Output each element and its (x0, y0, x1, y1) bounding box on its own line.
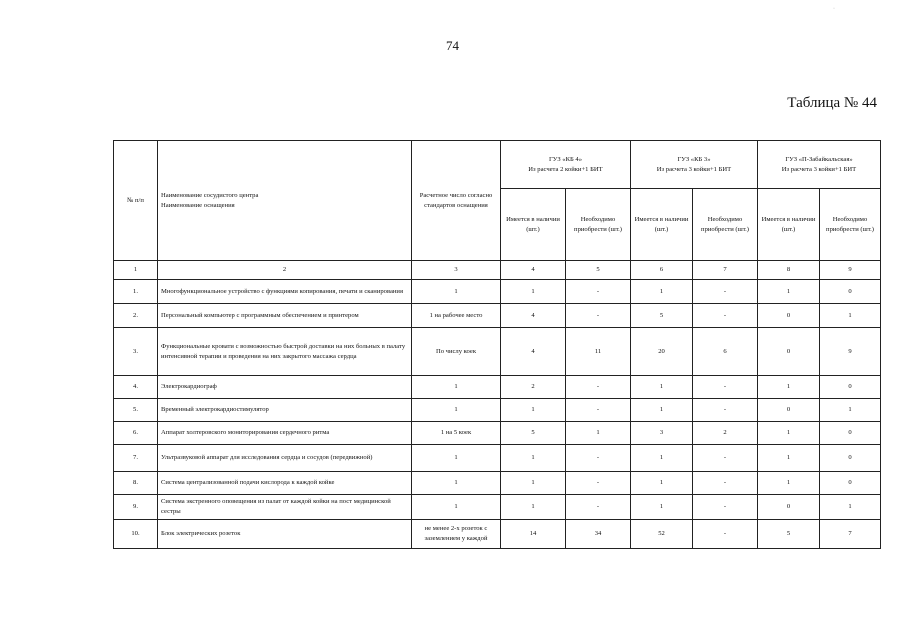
table-row (114, 422, 881, 445)
col-number: 8 (758, 261, 820, 280)
standard-quantity: 1 (412, 280, 501, 304)
standard-quantity: 1 (412, 472, 501, 495)
col-number: 2 (158, 261, 412, 280)
available-count: 1 (758, 280, 820, 304)
to-purchase-count: 0 (820, 376, 881, 399)
group-title: ГУЗ «П-Забайкальская» (785, 155, 853, 163)
to-purchase-count: 1 (820, 399, 881, 422)
standard-quantity: По числу коек (412, 328, 501, 376)
row-number: 4. (114, 376, 158, 399)
standard-quantity: 1 (412, 399, 501, 422)
standard-quantity: 1 (412, 445, 501, 472)
available-count: 5 (501, 422, 566, 445)
col-number: 7 (693, 261, 758, 280)
header-row-groups (114, 141, 881, 189)
col-number: 6 (631, 261, 693, 280)
table-row (114, 280, 881, 304)
available-count: 1 (631, 445, 693, 472)
header-need: Необходимо приобрести (шт.) (820, 189, 881, 261)
to-purchase-count: 0 (820, 422, 881, 445)
to-purchase-count: 0 (820, 472, 881, 495)
available-count: 4 (501, 328, 566, 376)
available-count: 14 (501, 520, 566, 549)
header-calc: Расчетное число согласно стандартов оснащения (412, 141, 501, 261)
standard-quantity: не менее 2-х розеток с заземлением у каждой (412, 520, 501, 549)
standard-quantity: 1 (412, 495, 501, 520)
to-purchase-count: 1 (820, 304, 881, 328)
available-count: 1 (501, 399, 566, 422)
table-row (114, 304, 881, 328)
to-purchase-count: 7 (820, 520, 881, 549)
to-purchase-count: - (693, 304, 758, 328)
available-count: 1 (758, 445, 820, 472)
to-purchase-count: 1 (566, 422, 631, 445)
available-count: 0 (758, 399, 820, 422)
to-purchase-count: - (693, 495, 758, 520)
column-numbers-row (114, 261, 881, 280)
col-number: 1 (114, 261, 158, 280)
to-purchase-count: - (566, 472, 631, 495)
equipment-name: Электрокардиограф (158, 376, 412, 399)
header-have: Имеется в наличии (шт.) (501, 189, 566, 261)
equipment-name: Аппарат холтеровского мониторирования сердечного ритма (158, 422, 412, 445)
header-name-line2: Наименование оснащения (161, 201, 235, 209)
available-count: 5 (758, 520, 820, 549)
header-group-kb3 (631, 141, 758, 189)
to-purchase-count: 1 (820, 495, 881, 520)
table-row (114, 399, 881, 422)
available-count: 1 (501, 495, 566, 520)
available-count: 1 (758, 472, 820, 495)
to-purchase-count: 34 (566, 520, 631, 549)
group-sub: Из расчета 2 койки+1 БИТ (528, 165, 603, 173)
to-purchase-count: - (566, 376, 631, 399)
equipment-name: Временный электрокардиостимулятор (158, 399, 412, 422)
group-title: ГУЗ «КБ 4» (548, 155, 583, 163)
row-number: 9. (114, 495, 158, 520)
row-number: 1. (114, 280, 158, 304)
available-count: 1 (631, 472, 693, 495)
row-number: 2. (114, 304, 158, 328)
table-row (114, 472, 881, 495)
to-purchase-count: - (566, 399, 631, 422)
to-purchase-count: 9 (820, 328, 881, 376)
available-count: 20 (631, 328, 693, 376)
group-title: ГУЗ «КБ 3» (677, 155, 711, 163)
to-purchase-count: - (693, 399, 758, 422)
row-number: 10. (114, 520, 158, 549)
equipment-name: Система централизованной подачи кислорода к каждой койке (158, 472, 412, 495)
table-row (114, 520, 881, 549)
to-purchase-count: - (693, 520, 758, 549)
header-have: Имеется в наличии (шт.) (631, 189, 693, 261)
to-purchase-count: - (693, 445, 758, 472)
available-count: 5 (631, 304, 693, 328)
to-purchase-count: 0 (820, 445, 881, 472)
to-purchase-count: 11 (566, 328, 631, 376)
header-need: Необходимо приобрести (шт.) (693, 189, 758, 261)
to-purchase-count: 2 (693, 422, 758, 445)
header-group-pzab (758, 141, 881, 189)
to-purchase-count: - (566, 445, 631, 472)
header-num: № п/п (114, 141, 158, 261)
available-count: 3 (631, 422, 693, 445)
available-count: 1 (758, 376, 820, 399)
row-number: 6. (114, 422, 158, 445)
header-name-line1: Наименование сосудистого центра (161, 191, 259, 199)
to-purchase-count: 6 (693, 328, 758, 376)
standard-quantity: 1 на 5 коек (412, 422, 501, 445)
to-purchase-count: 0 (820, 280, 881, 304)
header-name (158, 141, 412, 261)
available-count: 1 (631, 399, 693, 422)
row-number: 5. (114, 399, 158, 422)
available-count: 1 (501, 280, 566, 304)
equipment-name: Ультразвуковой аппарат для исследования сердца и сосудов (передвижной) (158, 445, 412, 472)
standard-quantity: 1 на рабочее место (412, 304, 501, 328)
to-purchase-count: - (693, 472, 758, 495)
corner-mark: · (833, 6, 835, 12)
to-purchase-count: - (566, 304, 631, 328)
equipment-name: Система экстренного оповещения из палат от каждой койки на пост медицинской сестры (158, 495, 412, 520)
table-title: Таблица № 44 (787, 95, 877, 111)
available-count: 1 (631, 280, 693, 304)
table-row (114, 495, 881, 520)
table-row (114, 445, 881, 472)
available-count: 2 (501, 376, 566, 399)
to-purchase-count: - (566, 495, 631, 520)
table-row (114, 376, 881, 399)
available-count: 0 (758, 328, 820, 376)
row-number: 8. (114, 472, 158, 495)
equipment-name: Функциональные кровати с возможностью быстрой доставки на них больных в палату интенсивной терапии и проведения на них закрытого массажа сердца (158, 328, 412, 376)
group-sub: Из расчета 3 койки+1 БИТ (781, 165, 857, 173)
available-count: 0 (758, 304, 820, 328)
available-count: 1 (501, 445, 566, 472)
to-purchase-count: - (693, 280, 758, 304)
available-count: 52 (631, 520, 693, 549)
equipment-table (113, 140, 881, 549)
table-row (114, 328, 881, 376)
page-number: 74 (446, 38, 459, 53)
equipment-name: Многофункциональное устройство с функциями копирования, печати и сканирования (158, 280, 412, 304)
available-count: 1 (631, 376, 693, 399)
header-group-kb4 (501, 141, 631, 189)
col-number: 5 (566, 261, 631, 280)
equipment-name: Блок электрических розеток (158, 520, 412, 549)
row-number: 7. (114, 445, 158, 472)
header-need: Необходимо приобрести (шт.) (566, 189, 631, 261)
header-have: Имеется в наличии (шт.) (758, 189, 820, 261)
to-purchase-count: - (693, 376, 758, 399)
col-number: 4 (501, 261, 566, 280)
equipment-name: Персональный компьютер с программным обеспечением и принтером (158, 304, 412, 328)
available-count: 1 (631, 495, 693, 520)
available-count: 1 (758, 422, 820, 445)
group-sub: Из расчета 3 койки+1 БИТ (656, 165, 732, 173)
available-count: 0 (758, 495, 820, 520)
to-purchase-count: - (566, 280, 631, 304)
row-number: 3. (114, 328, 158, 376)
col-number: 3 (412, 261, 501, 280)
standard-quantity: 1 (412, 376, 501, 399)
col-number: 9 (820, 261, 881, 280)
available-count: 1 (501, 472, 566, 495)
available-count: 4 (501, 304, 566, 328)
